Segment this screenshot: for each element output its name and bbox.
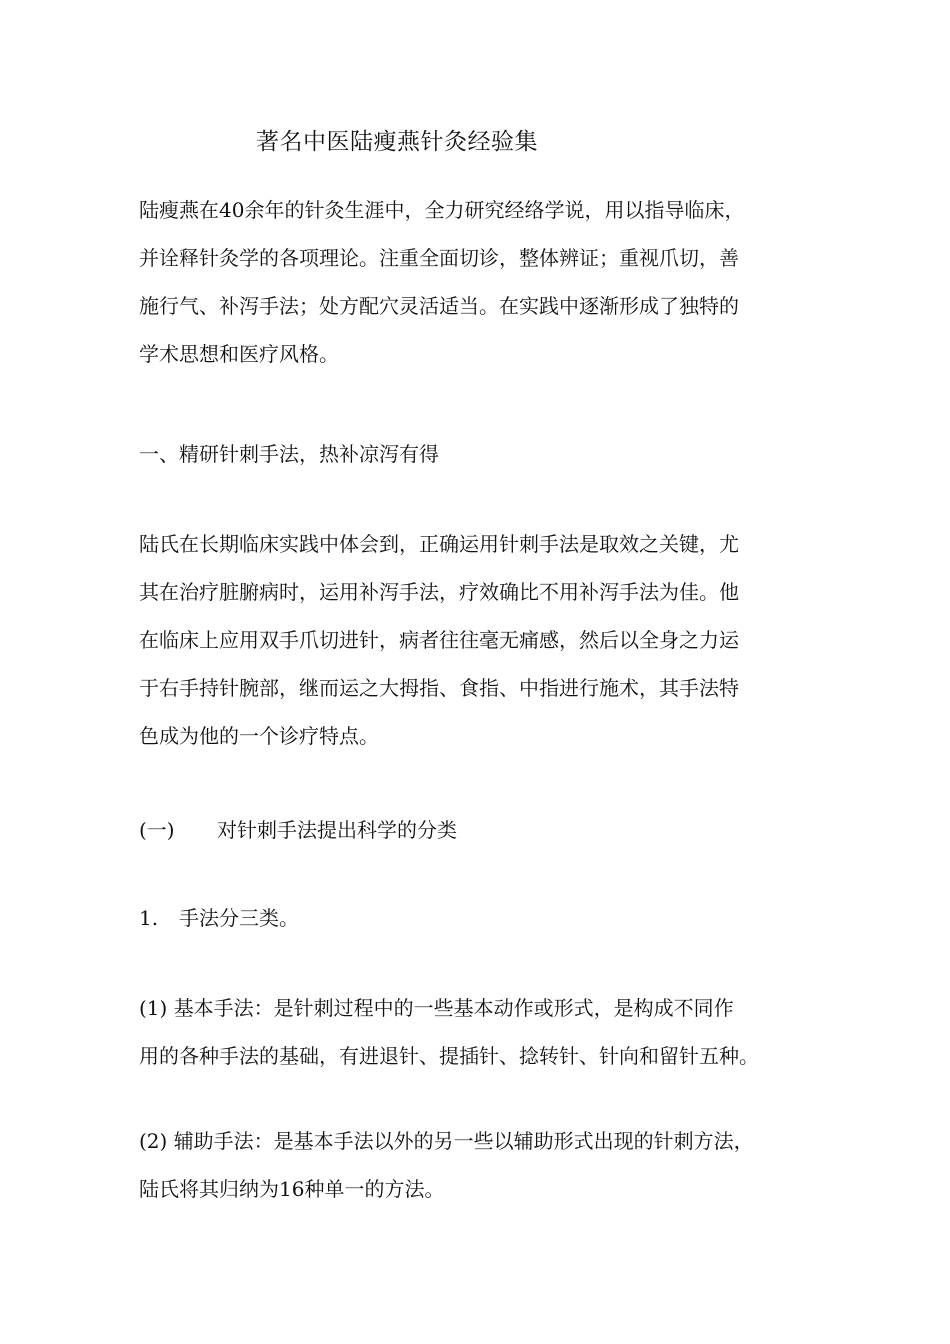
category-2-line-2: 陆氏将其归纳为16种单一的方法。 bbox=[139, 1177, 445, 1201]
section-heading: 一、精研针刺手法，热补凉泻有得 bbox=[139, 442, 439, 466]
document-title: 著名中医陆瘦燕针灸经验集 bbox=[256, 129, 538, 155]
section-line-4: 于右手持针腕部，继而运之大拇指、食指、中指进行施术，其手法特 bbox=[139, 676, 739, 700]
item-heading bbox=[139, 903, 299, 933]
subsection-heading bbox=[139, 815, 457, 845]
category-1-line-2: 用的各种手法的基础，有进退针、提插针、捻转针、针向和留针五种。 bbox=[139, 1044, 759, 1068]
category-2-line-1: (2) 辅助手法：是基本手法以外的另一些以辅助形式出现的针刺方法， bbox=[139, 1129, 754, 1153]
intro-line-2: 并诠释针灸学的各项理论。注重全面切诊，整体辨证；重视爪切，善 bbox=[139, 246, 739, 270]
category-2-paragraph bbox=[139, 1117, 839, 1213]
category-1-line-1: (1) 基本手法：是针刺过程中的一些基本动作或形式，是构成不同作 bbox=[139, 996, 734, 1020]
item-number: 1. bbox=[139, 906, 159, 930]
section-line-5: 色成为他的一个诊疗特点。 bbox=[139, 724, 379, 748]
section-paragraph bbox=[139, 520, 839, 760]
intro-line-3: 施行气、补泻手法；处方配穴灵活适当。在实践中逐渐形成了独特的 bbox=[139, 294, 739, 318]
intro-paragraph bbox=[139, 186, 839, 378]
section-line-2: 其在治疗脏腑病时，运用补泻手法，疗效确比不用补泻手法为佳。他 bbox=[139, 580, 739, 604]
intro-line-1: 陆瘦燕在40余年的针灸生涯中，全力研究经络学说，用以指导临床， bbox=[139, 198, 745, 222]
subsection-number: (一) bbox=[139, 818, 175, 842]
section-line-1: 陆氏在长期临床实践中体会到，正确运用针刺手法是取效之关键，尤 bbox=[139, 532, 739, 556]
subsection-title: 对针刺手法提出科学的分类 bbox=[217, 818, 457, 842]
section-line-3: 在临床上应用双手爪切进针，病者往往毫无痛感，然后以全身之力运 bbox=[139, 628, 739, 652]
item-title: 手法分三类。 bbox=[179, 906, 299, 930]
category-1-paragraph bbox=[139, 984, 839, 1080]
intro-line-4: 学术思想和医疗风格。 bbox=[139, 342, 339, 366]
